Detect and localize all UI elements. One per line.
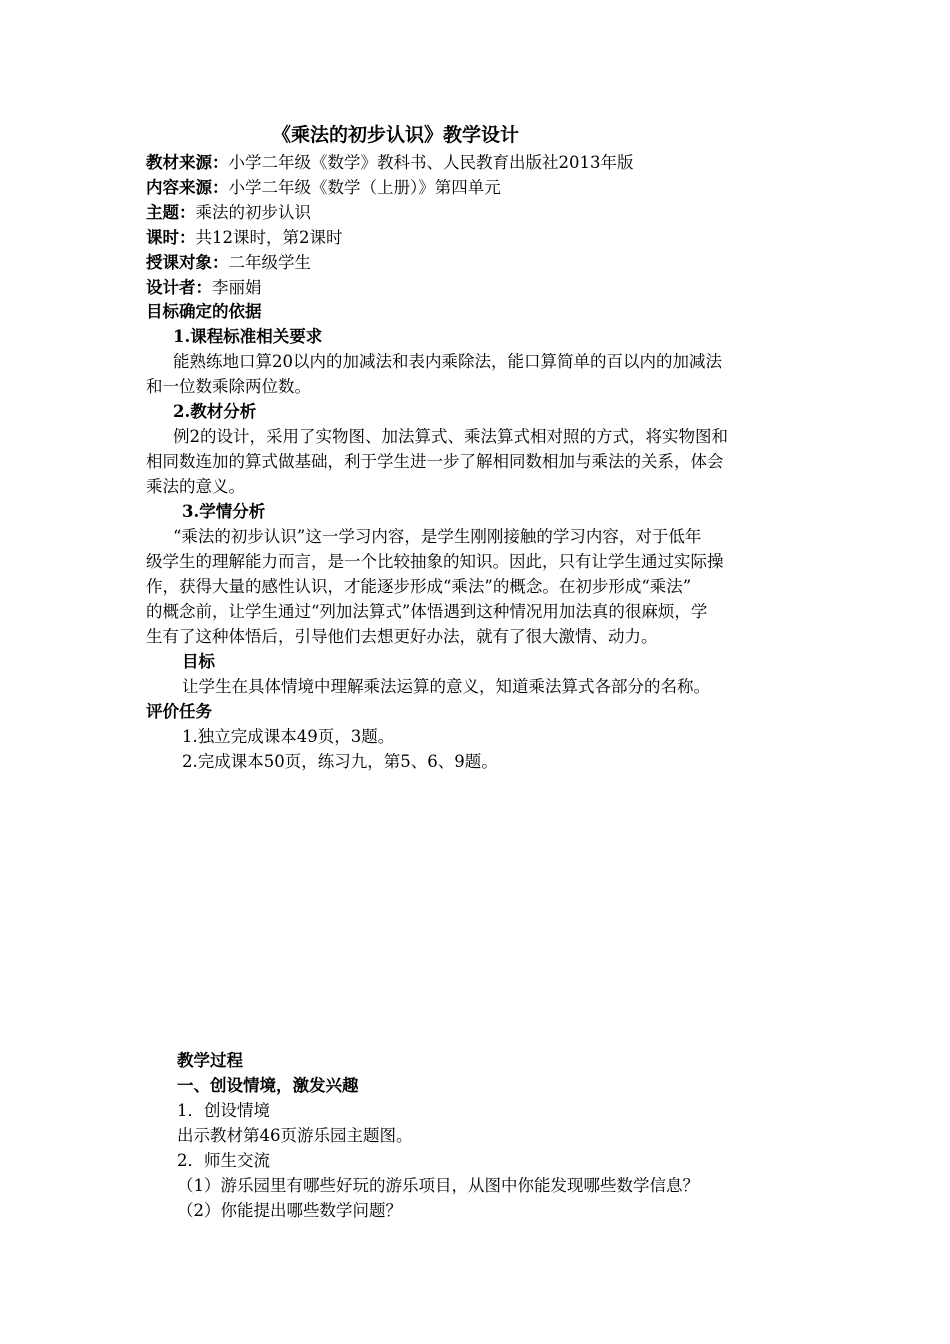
- meta-label: 设计者：: [146, 278, 212, 297]
- page-title: 《乘法的初步认识》教学设计: [272, 124, 520, 146]
- process-heading: 教学过程: [177, 1051, 243, 1070]
- paragraph-line: 作，获得大量的感性认识，才能逐步形成“乘法”的概念。在初步形成“乘法”: [146, 577, 692, 596]
- paragraph-line: 相同数连加的算式做基础，利于学生进一步了解相同数相加与乘法的关系，体会: [146, 452, 724, 471]
- meta-value: 小学二年级《数学（上册）》第四单元: [228, 178, 501, 197]
- meta-source: [146, 151, 634, 175]
- meta-topic: [146, 201, 311, 225]
- meta-value: 小学二年级《数学》教科书、人民教育出版社2013年版: [228, 153, 634, 172]
- meta-value: 李丽娟: [212, 278, 262, 297]
- paragraph-line: 的概念前，让学生通过“列加法算式”体悟遇到这种情况用加法真的很麻烦，学: [146, 602, 708, 621]
- paragraph-line: “乘法的初步认识”这一学习内容，是学生刚刚接触的学习内容，对于低年: [173, 527, 702, 546]
- standards-heading: 1.课程标准相关要求: [173, 327, 323, 346]
- paragraph-line: 乘法的意义。: [146, 477, 245, 496]
- goal-text: 让学生在具体情境中理解乘法运算的意义，知道乘法算式各部分的名称。: [182, 677, 710, 696]
- question-item: （1）游乐园里有哪些好玩的游乐项目，从图中你能发现哪些数学信息？: [177, 1176, 699, 1195]
- step-heading: 2．师生交流: [177, 1151, 270, 1170]
- basis-heading: 目标确定的依据: [146, 302, 262, 321]
- step-heading: 1．创设情境: [177, 1101, 270, 1120]
- meta-value: 乘法的初步认识: [195, 203, 311, 222]
- step-text: 出示教材第46页游乐园主题图。: [177, 1126, 413, 1145]
- paragraph-line: 和一位数乘除两位数。: [146, 377, 311, 396]
- meta-label: 主题：: [146, 203, 196, 222]
- section-heading: 一、创设情境，激发兴趣: [177, 1076, 359, 1095]
- learner-heading: 3.学情分析: [182, 502, 266, 521]
- eval-item: 2.完成课本50页，练习九，第5、6、9题。: [182, 752, 498, 771]
- meta-lesson: [146, 226, 343, 250]
- goal-heading: 目标: [182, 652, 215, 671]
- meta-label: 教材来源：: [146, 153, 229, 172]
- meta-label: 授课对象：: [146, 253, 229, 272]
- meta-value: 共12课时，第2课时: [195, 228, 343, 247]
- textbook-heading: 2.教材分析: [173, 402, 257, 421]
- meta-label: 课时：: [146, 228, 196, 247]
- meta-content: [146, 176, 501, 200]
- paragraph-line: 生有了这种体悟后，引导他们去想更好办法，就有了很大激情、动力。: [146, 627, 658, 646]
- meta-audience: [146, 251, 311, 275]
- paragraph-line: 级学生的理解能力而言，是一个比较抽象的知识。因此，只有让学生通过实际操: [146, 552, 724, 571]
- paragraph-line: 能熟练地口算20以内的加减法和表内乘除法，能口算简单的百以内的加减法: [173, 352, 722, 371]
- eval-item: 1.独立完成课本49页，3题。: [182, 727, 395, 746]
- eval-heading: 评价任务: [146, 702, 212, 721]
- paragraph-line: 例2的设计，采用了实物图、加法算式、乘法算式相对照的方式，将实物图和: [173, 427, 728, 446]
- meta-value: 二年级学生: [228, 253, 311, 272]
- meta-designer: [146, 276, 262, 300]
- meta-label: 内容来源：: [146, 178, 229, 197]
- question-item: （2）你能提出哪些数学问题？: [177, 1201, 402, 1220]
